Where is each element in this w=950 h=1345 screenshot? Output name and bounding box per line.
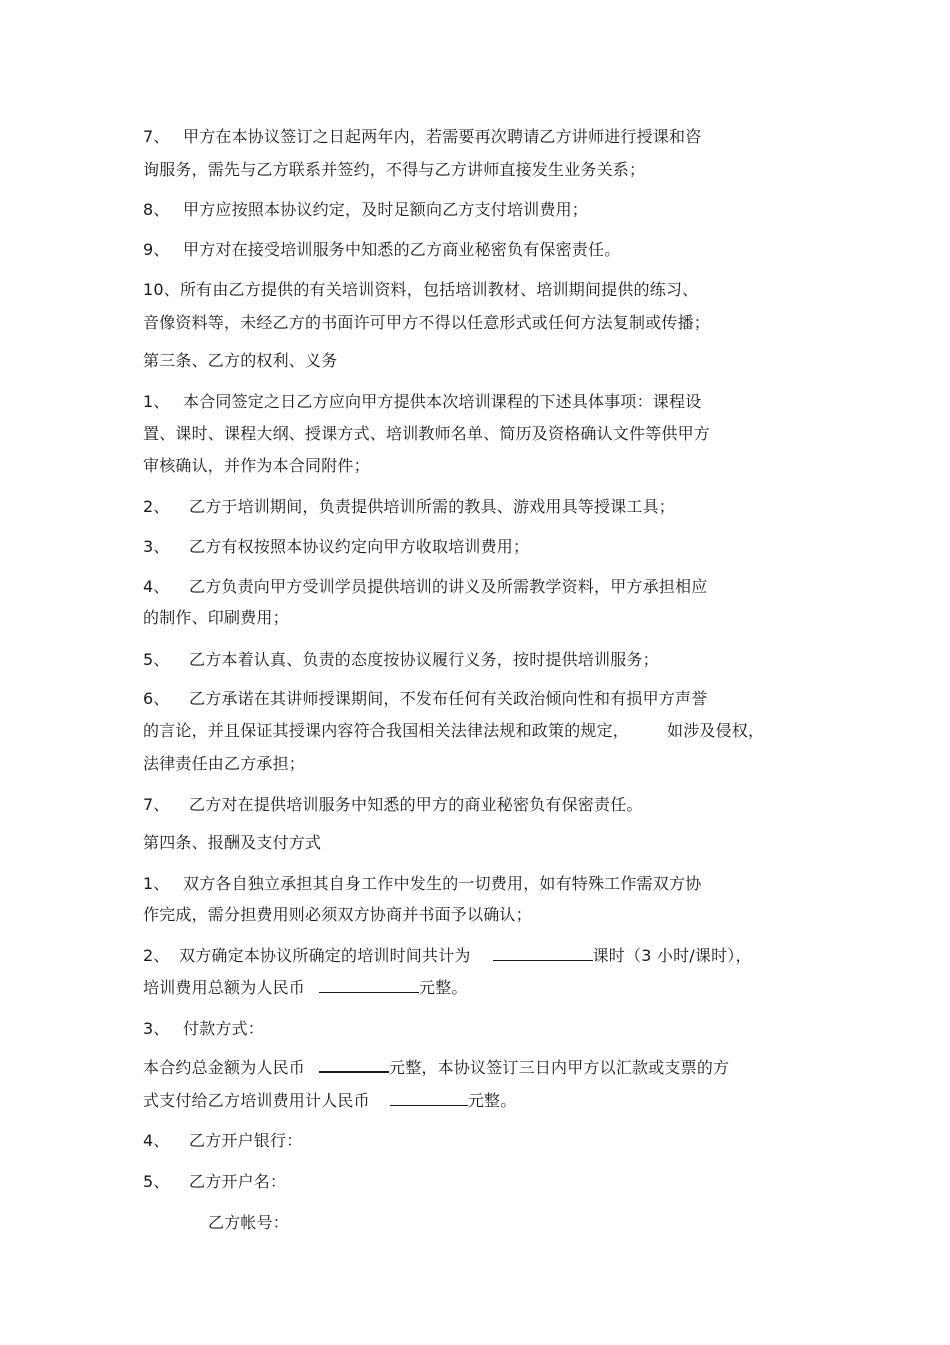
payment-amount-blank (390, 1091, 468, 1106)
clause-text: 音像资料等，未经乙方的书面许可甲方不得以任意形式或任何方法复制或传播； (143, 313, 711, 332)
clause-text: 乙方承诺在其讲师授课期间，不发布任何有关政治倾向性和有损甲方声誉 (189, 689, 708, 708)
payment-line-1 (143, 1057, 729, 1079)
s4-clause-2-line-1 (143, 945, 752, 967)
clause-text: 甲方对在接受培训服务中知悉的乙方商业秘密负有保密责任。 (183, 240, 621, 259)
s3-clause-1-line-2 (143, 423, 710, 445)
clause-number: 3、 (143, 1019, 170, 1038)
section-3-heading: 第三条、乙方的权利、义务 (143, 351, 338, 370)
clause-number: 7、 (143, 127, 170, 146)
clause-number: 7、 (143, 795, 170, 814)
contract-amount-blank (319, 1057, 389, 1073)
payment-line-2 (143, 1090, 516, 1112)
clause-number: 8、 (143, 200, 170, 219)
s3-clause-6-line-3 (143, 753, 305, 775)
s4-clause-2-line-2 (143, 977, 468, 999)
clause-text: 的制作、印刷费用； (143, 608, 289, 627)
clause-text: 乙方负责向甲方受训学员提供培训的讲义及所需教学资料，甲方承担相应 (189, 577, 708, 596)
s3-clause-4-line-2 (143, 607, 289, 629)
clause-number: 3、 (143, 537, 170, 556)
clause-text: 课时（3 小时/课时）， (592, 946, 752, 965)
s4-clause-5 (143, 1171, 286, 1193)
s3-clause-3 (143, 536, 529, 558)
clause-text: 甲方应按照本协议约定，及时足额向乙方支付培训费用； (183, 200, 589, 219)
s3-clause-2 (143, 496, 675, 518)
clause-number: 4、 (143, 577, 170, 596)
clause-text: 乙方本着认真、负责的态度按协议履行义务，按时提供培训服务； (189, 650, 659, 669)
clause-text: 乙方开户名： (189, 1172, 287, 1191)
s3-clause-4-line-1 (143, 576, 707, 598)
clause-text: 乙方于培训期间，负责提供培训所需的教具、游戏用具等授课工具； (189, 497, 676, 516)
clause-number: 2、 (143, 946, 170, 965)
total-fee-blank (319, 978, 419, 993)
clause-text: 双方确定本协议所确定的培训时间共计为 (179, 946, 471, 965)
clause-text: 法律责任由乙方承担； (143, 754, 306, 773)
hours-blank (493, 946, 593, 961)
clause-text: 审核确认，并作为本合同附件； (143, 456, 370, 475)
s4-clause-4 (143, 1130, 302, 1152)
s3-clause-6-line-1 (143, 688, 707, 710)
clause-text: 双方各自独立承担其自身工作中发生的一切费用，如有特殊工作需双方协 (183, 874, 702, 893)
s3-clause-6-line-2 (143, 720, 764, 742)
s3-clause-5 (143, 649, 659, 671)
clause-text: 乙方对在提供培训服务中知悉的甲方的商业秘密负有保密责任。 (189, 795, 643, 814)
clause-number: 6、 (143, 689, 170, 708)
section-4-heading: 第四条、报酬及支付方式 (143, 833, 322, 852)
clause-text: 作完成，需分担费用则必须双方协商并书面予以确认； (143, 905, 532, 924)
clause-text: 元整。 (419, 978, 468, 997)
s3-clause-7 (143, 794, 643, 816)
clause-text: 元整，本协议签订三日内甲方以汇款或支票的方 (389, 1058, 730, 1077)
clause-8 (143, 199, 588, 221)
clause-text: 本合约总金额为人民币 (143, 1058, 306, 1077)
clause-text: 的言论，并且保证其授课内容符合我国相关法律法规和政策的规定， (143, 721, 630, 740)
clause-text: 置、课时、课程大纲、授课方式、培训教师名单、简历及资格确认文件等供甲方 (143, 424, 711, 443)
clause-text: 如涉及侵权， (667, 721, 765, 740)
clause-number: 2、 (143, 497, 170, 516)
clause-text: 乙方开户银行： (189, 1131, 303, 1150)
s3-clause-1-line-1 (143, 391, 701, 413)
clause-number: 4、 (143, 1131, 170, 1150)
clause-number: 5、 (143, 1172, 170, 1191)
s4-clause-1-line-2 (143, 904, 532, 926)
clause-text: 式支付给乙方培训费用计人民币 (143, 1091, 370, 1110)
clause-text: 乙方有权按照本协议约定向甲方收取培训费用； (189, 537, 530, 556)
clause-text: 培训费用总额为人民币 (143, 978, 306, 997)
clause-number: 9、 (143, 240, 170, 259)
clause-text: 10、所有由乙方提供的有关培训资料，包括培训教材、培训期间提供的练习、 (143, 280, 699, 299)
clause-text: 甲方在本协议签订之日起两年内，若需要再次聘请乙方讲师进行授课和咨 (183, 127, 702, 146)
clause-number: 5、 (143, 650, 170, 669)
clause-7-line-1 (143, 126, 701, 148)
clause-text: 本合同签定之日乙方应向甲方提供本次培训课程的下述具体事项：课程设 (183, 392, 702, 411)
clause-text: 付款方式： (183, 1019, 265, 1038)
clause-10-line-2 (143, 312, 710, 334)
clause-7-line-2 (143, 159, 645, 181)
clause-number: 1、 (143, 392, 170, 411)
clause-9 (143, 239, 620, 261)
s4-clause-3 (143, 1018, 264, 1040)
clause-text: 询服务，需先与乙方联系并签约，不得与乙方讲师直接发生业务关系； (143, 160, 646, 179)
account-number-label: 乙方帐号： (208, 1213, 290, 1232)
s4-clause-1-line-1 (143, 873, 701, 895)
clause-text: 元整。 (467, 1091, 517, 1110)
clause-number: 1、 (143, 874, 170, 893)
clause-10-line-1 (143, 279, 698, 301)
s3-clause-1-line-3 (143, 455, 370, 477)
